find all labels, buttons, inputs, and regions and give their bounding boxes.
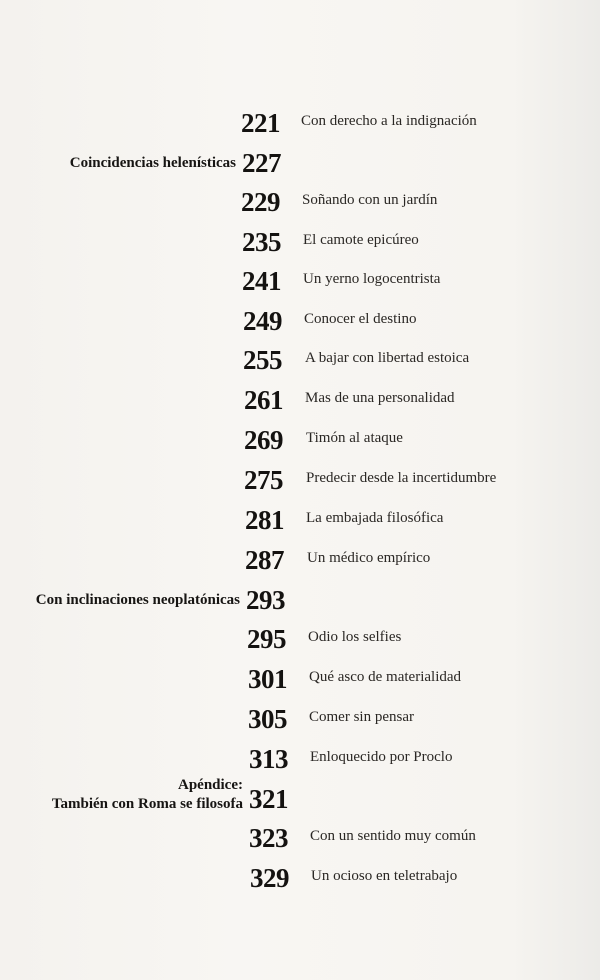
chapter-title: Con un sentido muy común — [310, 828, 476, 844]
chapter-title: Un médico empírico — [307, 550, 431, 566]
chapter-title: Soñando con un jardín — [302, 192, 438, 208]
chapter-title: Mas de una personalidad — [305, 390, 455, 406]
page-number: 249 — [243, 306, 282, 336]
page-number: 269 — [244, 425, 283, 455]
page-number: 241 — [242, 266, 281, 296]
page-number: 323 — [249, 823, 288, 853]
page-number: 329 — [250, 863, 289, 893]
section-title — [52, 776, 243, 814]
chapter-title: Qué asco de materialidad — [309, 669, 462, 685]
page-number: 287 — [245, 545, 284, 575]
chapter-title: La embajada filosófica — [306, 510, 444, 526]
page-number: 301 — [248, 664, 287, 694]
page-number: 295 — [247, 624, 286, 654]
chapter-title: Un ocioso en teletrabajo — [311, 868, 458, 884]
page-number: 321 — [249, 784, 288, 814]
chapter-title: Timón al ataque — [306, 430, 403, 446]
chapter-title: El camote epicúreo — [303, 232, 419, 248]
chapter-title: Predecir desde la incertidumbre — [306, 470, 497, 486]
page-number: 293 — [246, 585, 285, 615]
chapter-title: Conocer el destino — [304, 311, 417, 327]
page-number: 313 — [249, 744, 288, 774]
page-number: 229 — [241, 187, 280, 217]
chapter-title: Un yerno logocentrista — [303, 271, 441, 287]
chapter-title: Enloquecido por Proclo — [310, 749, 453, 765]
page-number: 305 — [248, 704, 287, 734]
page-number: 281 — [245, 505, 284, 535]
chapter-title: Odio los selfies — [308, 629, 402, 645]
chapter-title: A bajar con libertad estoica — [305, 350, 470, 366]
page-number: 275 — [244, 465, 283, 495]
chapter-title: Con derecho a la indignación — [301, 113, 477, 129]
section-title-line: Apéndice: — [178, 777, 243, 793]
section-title-line: También con Roma se filosofa — [51, 796, 243, 812]
page-number: 235 — [242, 227, 281, 257]
section-title: Con inclinaciones neoplatónicas — [35, 592, 240, 608]
page-number: 221 — [241, 108, 280, 138]
page-number: 261 — [244, 385, 283, 415]
page-number: 255 — [243, 345, 282, 375]
section-title: Coincidencias helenísticas — [69, 155, 236, 171]
page-number: 227 — [242, 148, 281, 178]
chapter-title: Comer sin pensar — [309, 709, 414, 725]
